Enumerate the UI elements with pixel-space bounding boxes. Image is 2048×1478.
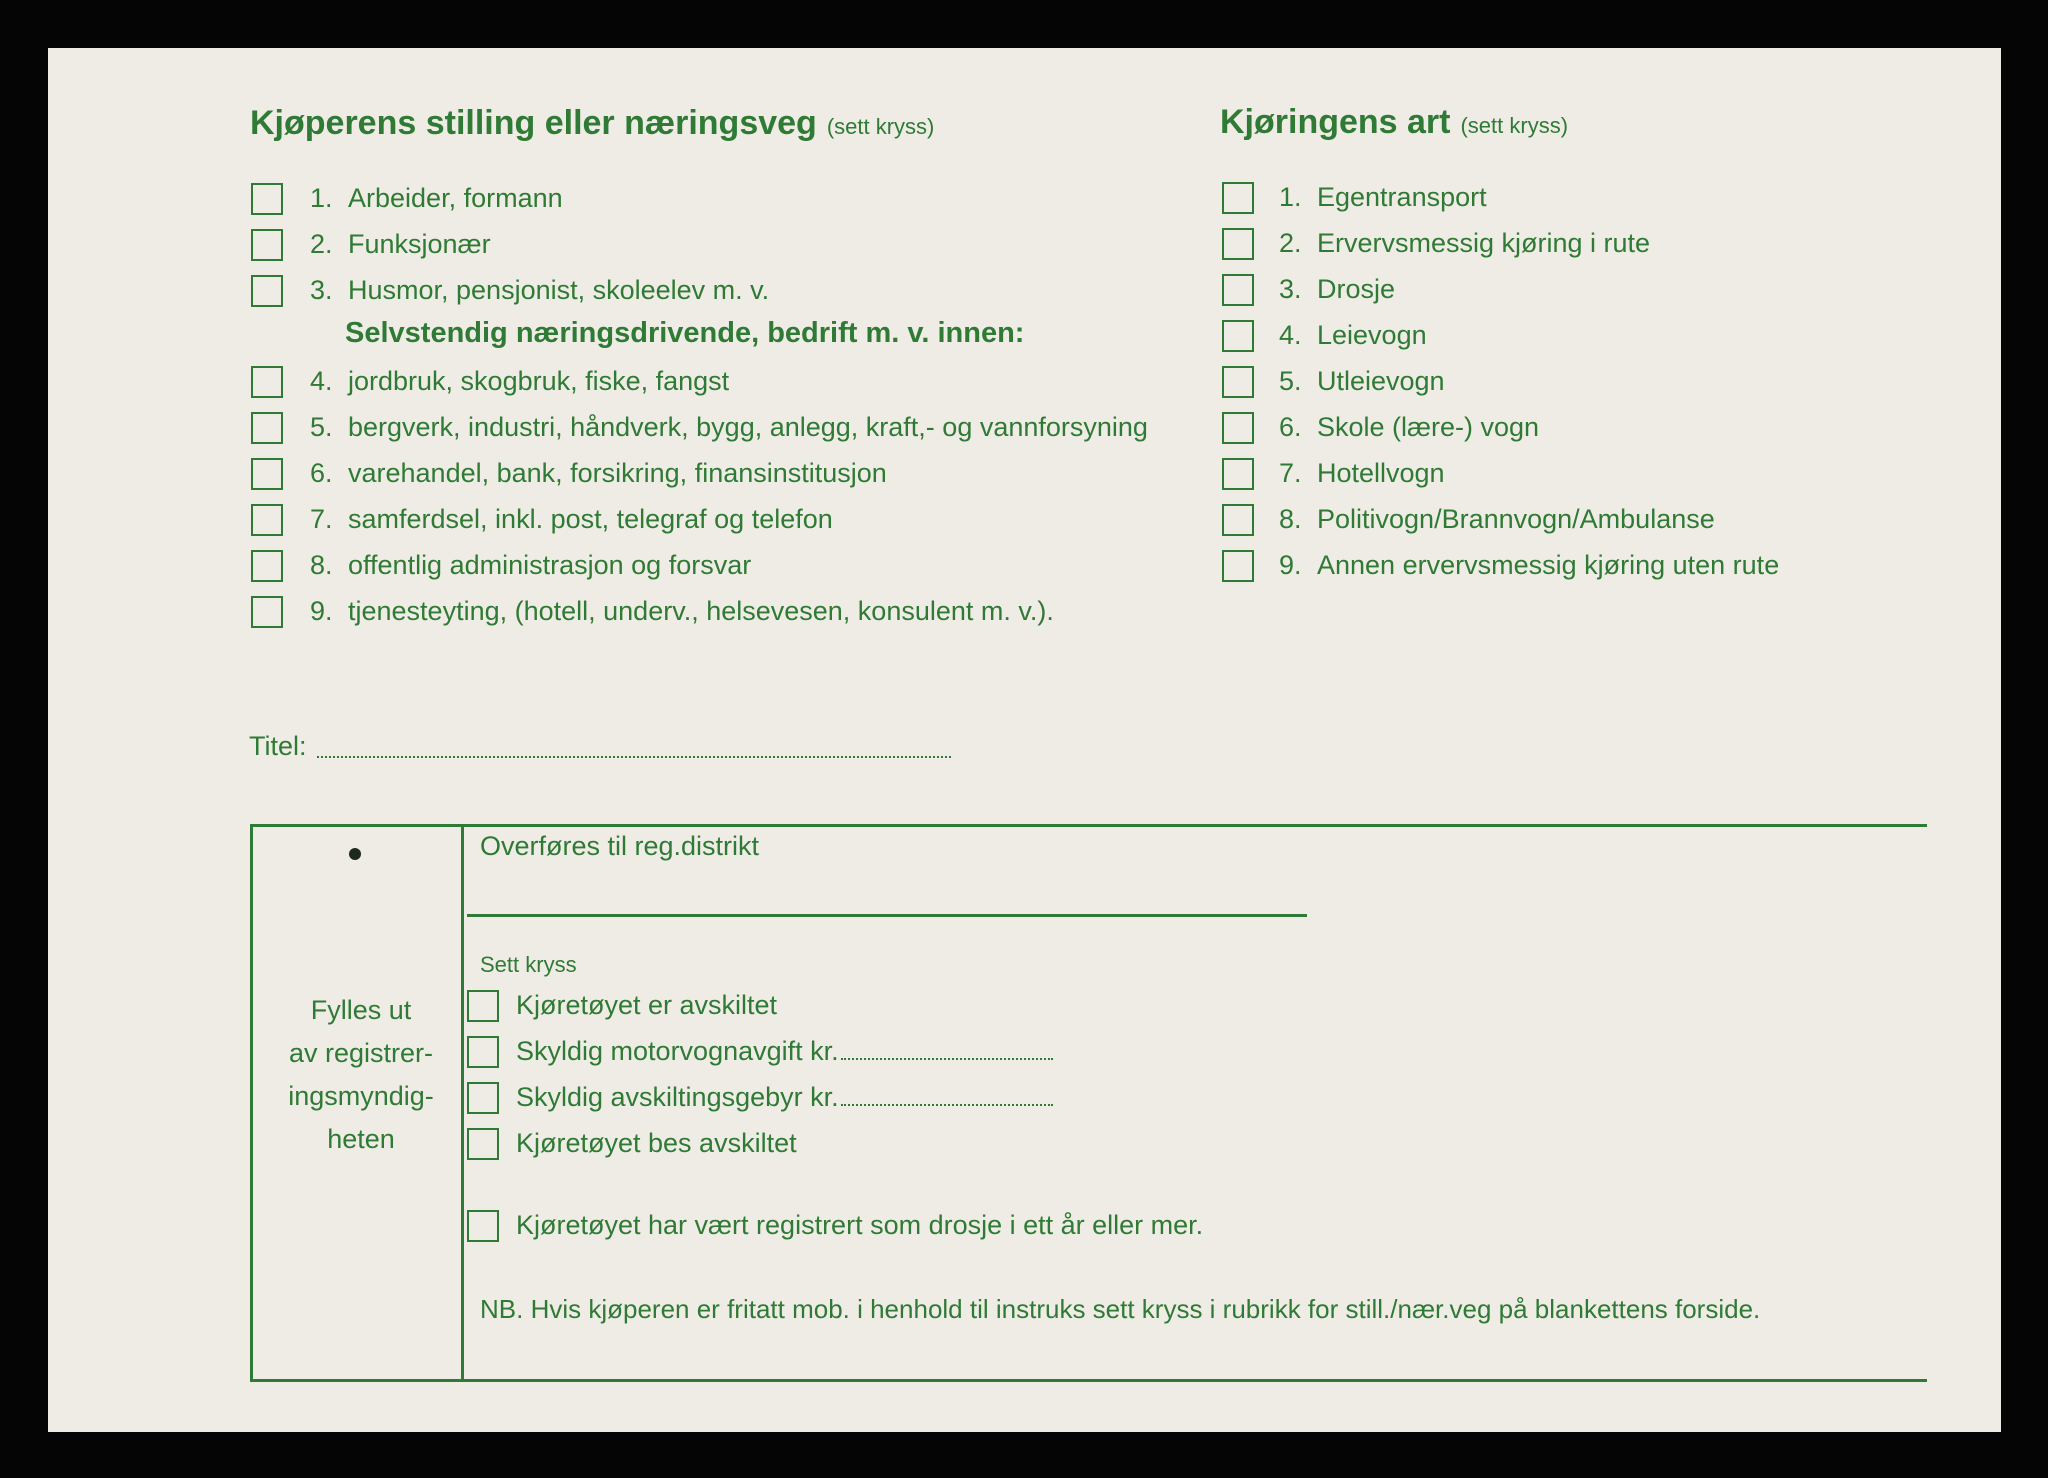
side-label-line-4: heten xyxy=(327,1124,395,1154)
checkbox-occupation-2[interactable] xyxy=(251,229,283,261)
registry-side-label xyxy=(276,989,446,1161)
checkbox-registry-2[interactable] xyxy=(467,1036,499,1068)
occupation-label-2: Funksjonær xyxy=(348,229,491,259)
transfer-district-label: Overføres til reg.distrikt xyxy=(480,831,760,861)
checkbox-driving-1[interactable] xyxy=(1222,182,1254,214)
driving-num-7: 7. xyxy=(1279,458,1302,488)
occupation-item-9 xyxy=(310,593,1054,629)
sett-kryss-label: Sett kryss xyxy=(480,952,577,977)
transfer-district-line[interactable] xyxy=(467,914,1307,917)
occupation-item-6 xyxy=(310,455,887,491)
occupation-num-1: 1. xyxy=(310,183,333,213)
drosje-check-label: Kjøretøyet har vært registrert som drosje i ett år eller mer. xyxy=(516,1210,1204,1240)
side-label-line-2: av registrer- xyxy=(288,1038,434,1068)
driving-num-4: 4. xyxy=(1279,320,1302,350)
registry-check-3 xyxy=(516,1079,1053,1115)
checkbox-driving-4[interactable] xyxy=(1222,320,1254,352)
occupation-label-6: varehandel, bank, forsikring, finansinstitusjon xyxy=(348,458,887,488)
driving-item-6 xyxy=(1279,409,1539,445)
occupation-item-1 xyxy=(310,180,563,216)
driving-type-hint: (sett kryss) xyxy=(1460,113,1569,138)
title-field xyxy=(249,731,307,762)
occupation-num-9: 9. xyxy=(310,596,333,626)
occupation-num-8: 8. xyxy=(310,550,333,580)
driving-num-1: 1. xyxy=(1279,182,1302,212)
ink-dot xyxy=(349,848,361,860)
driving-item-4 xyxy=(1279,317,1427,353)
deregistration-fee-amount-line[interactable] xyxy=(841,1103,1053,1106)
checkbox-driving-9[interactable] xyxy=(1222,550,1254,582)
driving-num-3: 3. xyxy=(1279,274,1302,304)
occupation-num-4: 4. xyxy=(310,366,333,396)
occupation-label-4: jordbruk, skogbruk, fiske, fangst xyxy=(348,366,730,396)
occupation-item-4 xyxy=(310,363,729,399)
occupation-item-7 xyxy=(310,501,833,537)
checkbox-driving-5[interactable] xyxy=(1222,366,1254,398)
driving-label-8: Politivogn/Brannvogn/Ambulanse xyxy=(1317,504,1715,534)
driving-item-8 xyxy=(1279,501,1715,537)
checkbox-driving-8[interactable] xyxy=(1222,504,1254,536)
registry-check-label-2: Skyldig motorvognavgift kr. xyxy=(516,1036,839,1066)
checkbox-registry-3[interactable] xyxy=(467,1082,499,1114)
driving-label-1: Egentransport xyxy=(1317,182,1487,212)
checkbox-occupation-9[interactable] xyxy=(251,596,283,628)
checkbox-driving-6[interactable] xyxy=(1222,412,1254,444)
occupation-item-5 xyxy=(310,409,1148,445)
checkbox-driving-2[interactable] xyxy=(1222,228,1254,260)
driving-item-3 xyxy=(1279,271,1395,307)
driving-item-7 xyxy=(1279,455,1445,491)
checkbox-occupation-8[interactable] xyxy=(251,550,283,582)
registry-top-border xyxy=(250,824,1927,827)
driving-type-heading xyxy=(1220,103,1568,142)
driving-label-7: Hotellvogn xyxy=(1317,458,1445,488)
occupation-num-6: 6. xyxy=(310,458,333,488)
driving-label-5: Utleievogn xyxy=(1317,366,1445,396)
buyer-occupation-hint: (sett kryss) xyxy=(826,114,935,139)
side-label-line-3: ingsmyndig- xyxy=(288,1081,434,1111)
checkbox-occupation-6[interactable] xyxy=(251,458,283,490)
registry-left-border xyxy=(250,824,253,1382)
occupation-item-2 xyxy=(310,226,491,262)
checkbox-occupation-3[interactable] xyxy=(251,275,283,307)
registry-divider xyxy=(461,824,464,1382)
driving-num-5: 5. xyxy=(1279,366,1302,396)
registry-check-label-1: Kjøretøyet er avskiltet xyxy=(516,990,778,1020)
driving-label-9: Annen ervervsmessig kjøring uten rute xyxy=(1317,550,1780,580)
driving-item-5 xyxy=(1279,363,1445,399)
checkbox-registry-4[interactable] xyxy=(467,1128,499,1160)
checkbox-drosje[interactable] xyxy=(467,1210,499,1242)
occupation-label-5: bergverk, industri, håndverk, bygg, anlegg, kraft,- og vannforsyning xyxy=(348,412,1148,442)
registry-bottom-border xyxy=(250,1379,1927,1382)
driving-num-9: 9. xyxy=(1279,550,1302,580)
occupation-label-3: Husmor, pensjonist, skoleelev m. v. xyxy=(348,275,770,305)
checkbox-occupation-4[interactable] xyxy=(251,366,283,398)
registry-check-label-3: Skyldig avskiltingsgebyr kr. xyxy=(516,1082,839,1112)
form-sheet xyxy=(48,48,2001,1432)
checkbox-occupation-7[interactable] xyxy=(251,504,283,536)
occupation-label-1: Arbeider, formann xyxy=(348,183,563,213)
registry-check-2 xyxy=(516,1033,1053,1069)
driving-type-title: Kjøringens art xyxy=(1220,103,1451,141)
occupation-label-7: samferdsel, inkl. post, telegraf og telefon xyxy=(348,504,833,534)
title-field-label: Titel: xyxy=(249,731,307,761)
occupation-item-8 xyxy=(310,547,751,583)
self-employed-subheading: Selvstendig næringsdrivende, bedrift m. v. innen: xyxy=(345,317,1025,349)
checkbox-registry-1[interactable] xyxy=(467,990,499,1022)
side-label-line-1: Fylles ut xyxy=(310,995,412,1025)
checkbox-driving-3[interactable] xyxy=(1222,274,1254,306)
motor-fee-amount-line[interactable] xyxy=(841,1057,1053,1060)
driving-item-9 xyxy=(1279,547,1779,583)
occupation-num-2: 2. xyxy=(310,229,333,259)
driving-item-2 xyxy=(1279,225,1650,261)
occupation-num-5: 5. xyxy=(310,412,333,442)
title-input-line[interactable] xyxy=(317,756,951,758)
buyer-occupation-title: Kjøperens stilling eller næringsveg xyxy=(250,104,817,142)
nb-note: NB. Hvis kjøperen er fritatt mob. i henhold til instruks sett kryss i rubrikk for still./nær.veg på blankettens forside. xyxy=(480,1294,1761,1324)
checkbox-occupation-5[interactable] xyxy=(251,412,283,444)
occupation-label-9: tjenesteyting, (hotell, underv., helsevesen, konsulent m. v.). xyxy=(348,596,1054,626)
driving-num-2: 2. xyxy=(1279,228,1302,258)
checkbox-occupation-1[interactable] xyxy=(251,183,283,215)
occupation-label-8: offentlig administrasjon og forsvar xyxy=(348,550,752,580)
driving-item-1 xyxy=(1279,179,1487,215)
checkbox-driving-7[interactable] xyxy=(1222,458,1254,490)
occupation-item-3 xyxy=(310,272,769,308)
driving-label-3: Drosje xyxy=(1317,274,1396,304)
driving-num-6: 6. xyxy=(1279,412,1302,442)
driving-label-4: Leievogn xyxy=(1317,320,1427,350)
buyer-occupation-heading xyxy=(250,104,934,143)
driving-label-2: Ervervsmessig kjøring i rute xyxy=(1317,228,1651,258)
driving-label-6: Skole (lære-) vogn xyxy=(1317,412,1540,442)
occupation-num-7: 7. xyxy=(310,504,333,534)
registry-check-label-4: Kjøretøyet bes avskiltet xyxy=(516,1128,797,1158)
driving-num-8: 8. xyxy=(1279,504,1302,534)
occupation-num-3: 3. xyxy=(310,275,333,305)
